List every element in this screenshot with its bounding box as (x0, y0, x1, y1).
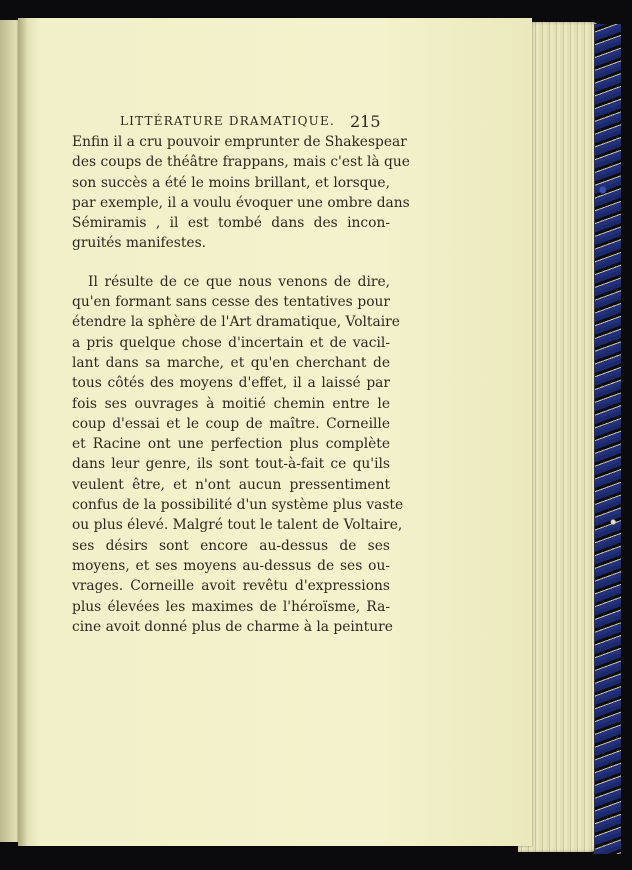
text-line: des coups de théâtre frappans, mais c'est là que (72, 154, 410, 171)
text-line: tous côtés des moyens d'effet, il a laissé par (72, 375, 390, 392)
text-line: a pris quelque chose d'incertain et de vacil- (72, 334, 390, 351)
text-line: son succès a été le moins brillant, et lorsque, (72, 174, 390, 191)
text-line: coup d'essai et le coup de maître. Corneille (72, 415, 390, 432)
text-line: étendre la sphère de l'Art dramatique, Voltaire (72, 314, 400, 331)
text-line: dans leur genre, ils sont tout-à-fait ce qu'ils (72, 456, 390, 473)
paragraph-2 (72, 272, 404, 637)
running-header: LITTÉRATURE DRAMATIQUE. (120, 114, 335, 128)
text-line: et Racine ont une perfection plus complète (72, 436, 390, 453)
text-line: fois ses ouvrages à moitié chemin entre le (72, 395, 390, 412)
text-line: vrages. Corneille avoit revêtu d'expressions (72, 578, 390, 595)
paragraph-gap (72, 254, 390, 272)
page-text (72, 132, 410, 637)
text-line: lant dans sa marche, et qu'en cherchant de (72, 354, 390, 371)
text-line: par exemple, il a voulu évoquer une ombre dans (72, 194, 410, 211)
paragraph-1 (72, 132, 410, 254)
marbled-cover-edge (594, 24, 621, 854)
text-line: ou plus élevé. Malgré tout le talent de Voltaire, (72, 517, 403, 534)
text-line: confus de la possibilité d'un système plus vaste (72, 497, 404, 514)
left-page-edge (0, 20, 18, 842)
text-line: veulent être, et n'ont aucun pressentiment (72, 476, 390, 493)
text-line: Enfin il a cru pouvoir emprunter de Shakespear (72, 134, 407, 150)
text-line: Sémiramis , il est tombé dans des incon- (72, 215, 390, 232)
text-line: Il résulte de ce que nous venons de dire, (88, 273, 390, 290)
page-number: 215 (350, 112, 381, 131)
text-line: ses désirs sont encore au-dessus de ses (72, 537, 390, 554)
text-line: cine avoit donné plus de charme à la peinture (72, 618, 393, 635)
text-line: moyens, et ses moyens au-dessus de ses ou- (72, 557, 390, 574)
text-line: gruités manifestes. (72, 235, 207, 252)
page-gutter (18, 18, 28, 846)
text-line: qu'en formant sans cesse des tentatives pour (72, 294, 390, 311)
text-line: plus élevées les maximes de l'héroïsme, Ra- (72, 598, 390, 615)
